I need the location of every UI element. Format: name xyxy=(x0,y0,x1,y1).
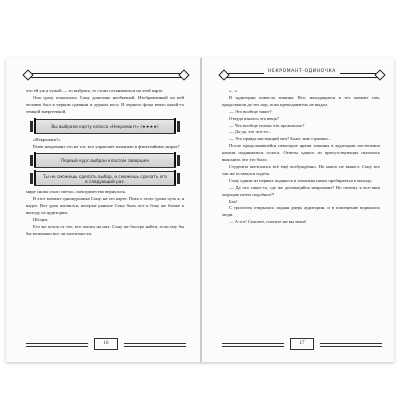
footer-ornament xyxy=(320,343,382,347)
paragraph: Сону одним из первых поднялся и тихонько начал пробираться к выходу. xyxy=(229,177,373,183)
paragraph: В этот момент однокурсника Сону, на его карте. Пока о этого урока чуть я, я надел. Вот урок кончился, которые раньше Сону было все к боку же ближе к выходу из аудитории. xyxy=(26,196,184,216)
paragraph: — Это правда настоящий меч? Боже, мне страшно... xyxy=(229,136,332,142)
paragraph: В аудитории повисла тишина. Все, находящиеся в тот момент там, продолжили до тех пор, пока преподаватель не выдал. xyxy=(222,94,380,107)
paragraph: После продолжавшейся некоторое время тишины в аудитории постепенно начали подниматься голоса. Ответы одного из присутствующих пытались выяснить что это было. xyxy=(222,143,380,163)
paragraph: Откуда взялась эта вещь? xyxy=(229,115,279,121)
footer-ornament xyxy=(26,343,88,347)
page-number: 17 xyxy=(290,338,314,350)
paragraph: С грохотом открылась задняя дверь аудитории, и в помещение ворвались люди. xyxy=(222,205,380,218)
game-notification-text: Вы выбрали карту класса «Некромант» (★★★★) xyxy=(51,123,159,129)
paragraph: Бах! xyxy=(229,198,238,204)
footer-ornament xyxy=(124,343,186,347)
game-notification-box xyxy=(34,153,176,168)
right-page-body xyxy=(222,88,380,226)
right-page-header xyxy=(222,67,382,83)
right-page-footer xyxy=(222,338,382,350)
paragraph: — Да что такое-то, где же делающийся некромант? Но почему я все-таки ощущаю нечто подобное?! xyxy=(222,184,380,197)
box-edge xyxy=(174,170,176,185)
right-page xyxy=(202,58,392,362)
box-edge xyxy=(174,152,176,167)
box-edge xyxy=(174,118,176,133)
left-page-header xyxy=(26,67,186,83)
footer-ornament xyxy=(222,343,284,347)
paragraph: — Это вообще такое? xyxy=(229,108,272,114)
box-edge xyxy=(34,152,36,167)
paragraph: Студенты шептались всё ещё возбуждённо. Но никто не вышел. Сону все так же оставался сидеть. xyxy=(222,163,380,176)
paragraph: мире снова стало светло, электричество вернулось. xyxy=(26,189,127,195)
paragraph: — А-а-а! Спасите, спасите же вы меня! xyxy=(229,219,307,225)
paragraph: — Да-да, это что-то... xyxy=(229,129,272,135)
paragraph: — Что вообще только что произошло? xyxy=(229,122,305,128)
game-notification-box xyxy=(34,119,176,134)
box-edge xyxy=(34,170,36,185)
game-notification-box xyxy=(34,171,176,186)
paragraph: Его же поток от тех, кто пошел на них. Сону же быстро найти, если ему бы бы возможно все ли хаотичности. xyxy=(26,223,184,236)
left-page xyxy=(6,58,196,362)
game-notification-text: Первый курс выбран классом завершен xyxy=(60,158,150,164)
paragraph: Разве некромант это не тот, кто управляет нежитью в фэнтезийных мирах? xyxy=(33,143,180,149)
running-title: НЕКРОМАНТ-ОДИНОЧКА xyxy=(264,69,340,74)
paragraph: что ей уж я чужой — то выбрать, то стоит останавиться на этой карте. xyxy=(26,88,164,93)
paragraph: «...» xyxy=(229,88,238,93)
left-page-body xyxy=(26,88,184,238)
page-number: 16 xyxy=(94,338,118,350)
paragraph: Она сразу показалась Сону довольно необычной. Изображенный на ней человек был в черном одеянии и держал косу. И черного фона веяло какой-то темной энергетикой. xyxy=(26,94,184,114)
book-spread xyxy=(6,58,394,362)
left-page-footer xyxy=(26,338,186,350)
game-notification-text: Ты не сможешь сделать выбор, и сможешь сделать его в следующий раз. xyxy=(43,173,167,184)
header-ornament xyxy=(26,73,186,78)
box-edge xyxy=(34,118,36,133)
paragraph: Шторм. xyxy=(33,217,49,223)
paragraph: «Некромант!» xyxy=(33,136,61,142)
